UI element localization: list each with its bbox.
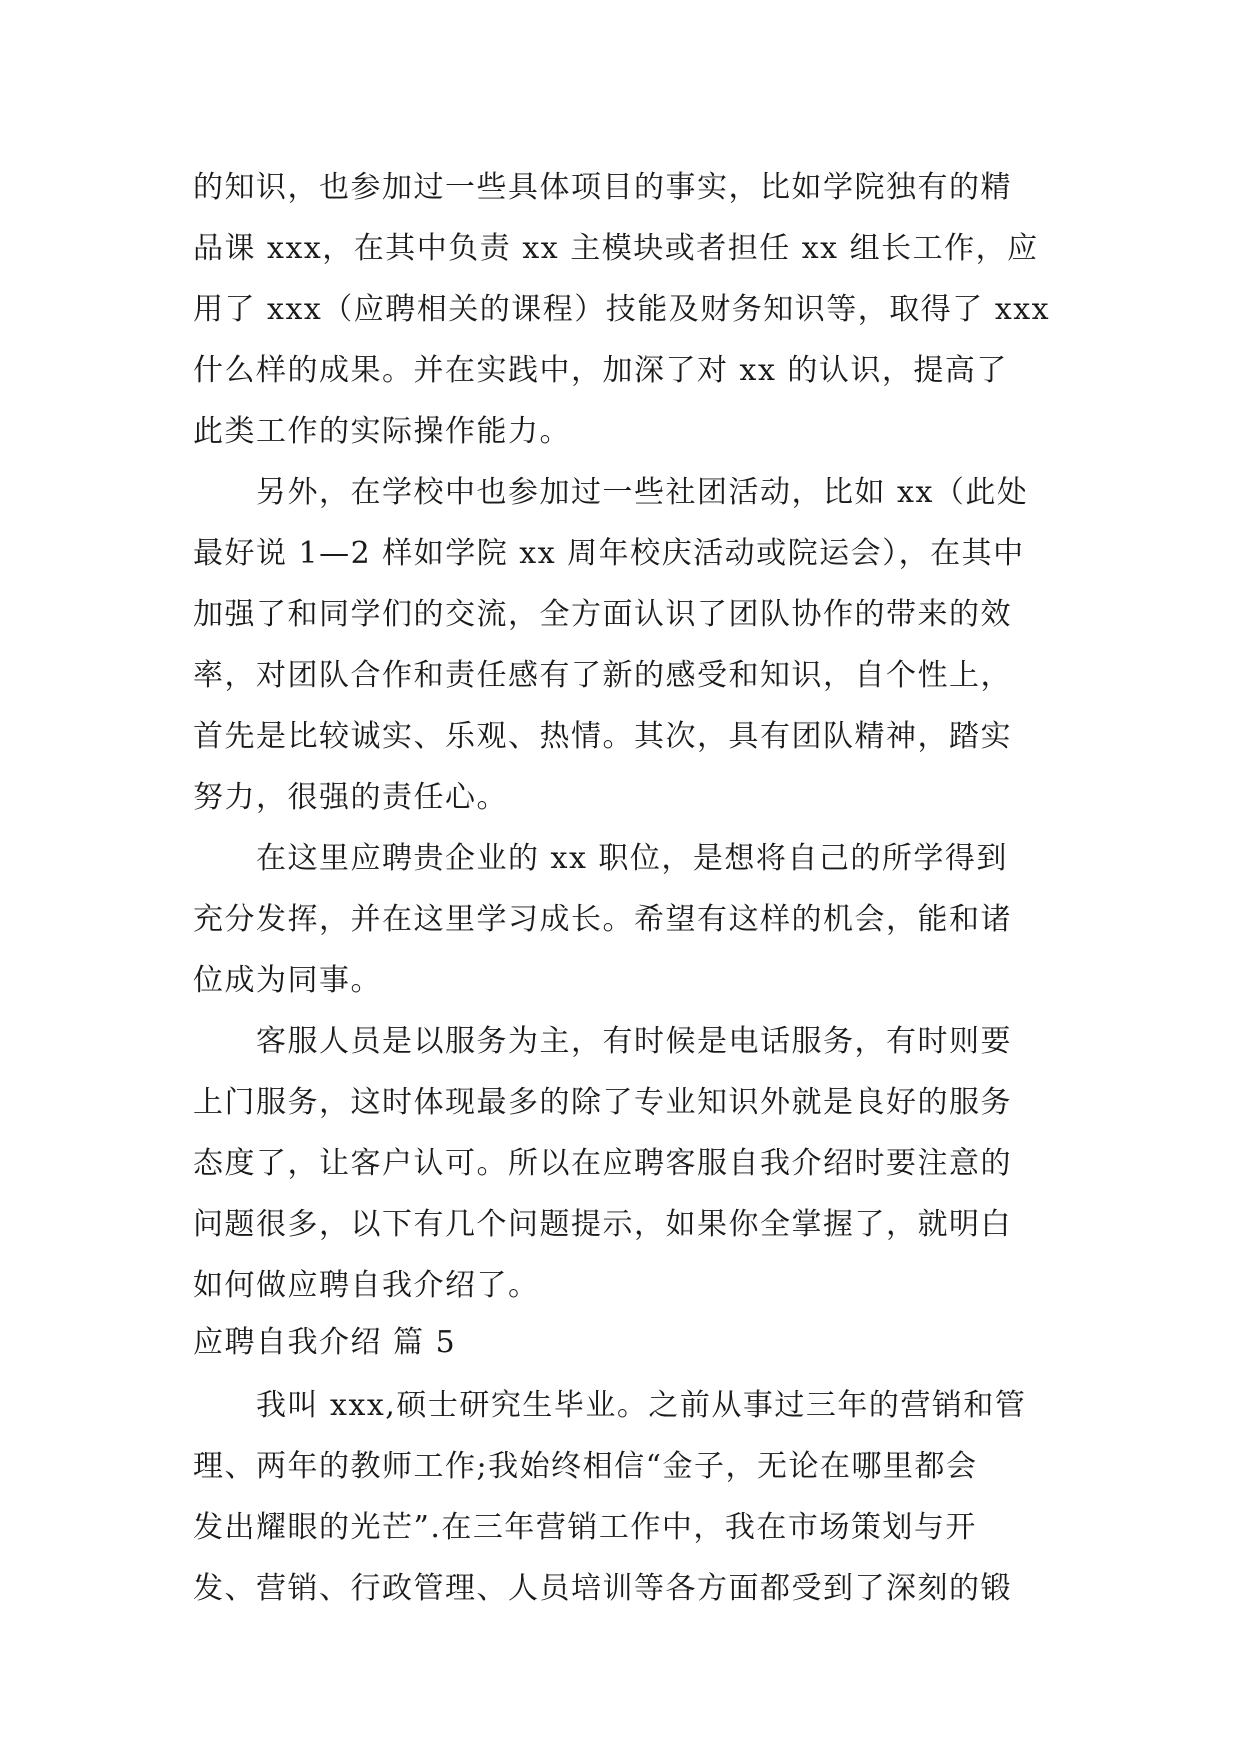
text-line: 用了 xxx（应聘相关的课程）技能及财务知识等，取得了 xxx	[193, 292, 1051, 327]
text-line: 此类工作的实际操作能力。	[193, 414, 571, 449]
section-heading: 应聘自我介绍 篇 5	[193, 1325, 457, 1360]
text-line: 如何做应聘自我介绍了。	[193, 1268, 540, 1303]
paragraph-start-line: 我叫 xxx,硕士研究生毕业。之前从事过三年的营销和管	[256, 1388, 1027, 1423]
text-line: 问题很多，以下有几个问题提示，如果你全掌握了，就明白	[193, 1207, 1012, 1242]
text-line: 的知识，也参加过一些具体项目的事实，比如学院独有的精	[193, 170, 1012, 205]
text-line: 什么样的成果。并在实践中，加深了对 xx 的认识，提高了	[193, 353, 1008, 388]
text-line: 发出耀眼的光芒”.在三年营销工作中，我在市场策划与开	[193, 1510, 977, 1545]
text-line: 充分发挥，并在这里学习成长。希望有这样的机会，能和诸	[193, 902, 1012, 937]
text-line: 理、两年的教师工作;我始终相信“金子，无论在哪里都会	[193, 1449, 978, 1484]
text-line: 发、营销、行政管理、人员培训等各方面都受到了深刻的锻	[193, 1571, 1012, 1606]
text-line: 最好说 1—2 样如学院 xx 周年校庆活动或院运会），在其中	[193, 536, 1025, 571]
paragraph-start-line: 在这里应聘贵企业的 xx 职位，是想将自己的所学得到	[256, 841, 1008, 876]
text-line: 首先是比较诚实、乐观、热情。其次，具有团队精神，踏实	[193, 719, 1012, 754]
text-line: 加强了和同学们的交流，全方面认识了团队协作的带来的效	[193, 597, 1012, 632]
text-line: 努力，很强的责任心。	[193, 780, 508, 815]
paragraph-start-line: 另外，在学校中也参加过一些社团活动，比如 xx（此处	[256, 475, 1029, 510]
text-line: 位成为同事。	[193, 963, 382, 998]
text-line: 率，对团队合作和责任感有了新的感受和知识，自个性上，	[193, 658, 1012, 693]
text-line: 上门服务，这时体现最多的除了专业知识外就是良好的服务	[193, 1085, 1012, 1120]
paragraph-start-line: 客服人员是以服务为主，有时候是电话服务，有时则要	[256, 1024, 1012, 1059]
text-line: 态度了，让客户认可。所以在应聘客服自我介绍时要注意的	[193, 1146, 1012, 1181]
text-line: 品课 xxx，在其中负责 xx 主模块或者担任 xx 组长工作，应	[193, 231, 1039, 266]
